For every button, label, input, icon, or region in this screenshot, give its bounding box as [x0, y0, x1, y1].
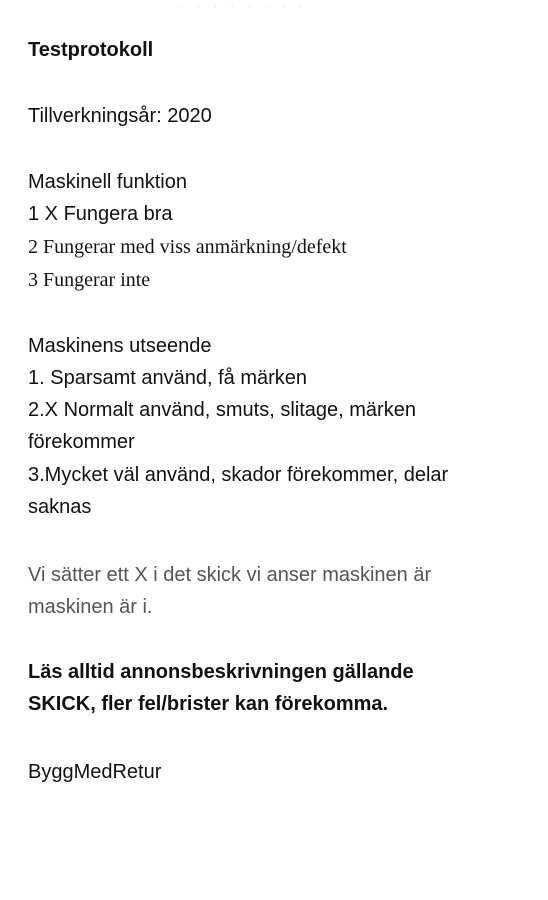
warning-line-1: Läs alltid annonsbeskrivningen gällande [28, 661, 414, 683]
document-title: Testprotokoll [28, 39, 154, 61]
appearance-heading: Maskinens utseende [28, 335, 212, 357]
appearance-option-3: 3.Mycket väl använd, skador förekommer, delar [28, 464, 449, 486]
machine-function-option-2: 2 Fungerar med viss anmärkning/defekt [28, 236, 347, 258]
top-cutoff-text: . . . . . . . . [180, 0, 308, 9]
machine-function-heading: Maskinell funktion [28, 171, 187, 193]
condition-note-line-2: maskinen är i. [28, 596, 153, 618]
manufacture-year: Tillverkningsår: 2020 [28, 105, 212, 127]
appearance-option-2-continued: förekommer [28, 431, 135, 453]
appearance-option-3-continued: saknas [28, 496, 92, 518]
appearance-option-1: 1. Sparsamt använd, få märken [28, 367, 308, 389]
warning-line-2: SKICK, fler fel/brister kan förekomma. [28, 693, 389, 715]
condition-note-line-1: Vi sätter ett X i det skick vi anser maskinen är [28, 564, 432, 586]
machine-function-option-1: 1 X Fungera bra [28, 203, 173, 225]
signature: ByggMedRetur [28, 761, 162, 783]
appearance-option-2: 2.X Normalt använd, smuts, slitage, märken [28, 399, 416, 421]
machine-function-option-3: 3 Fungerar inte [28, 269, 151, 291]
